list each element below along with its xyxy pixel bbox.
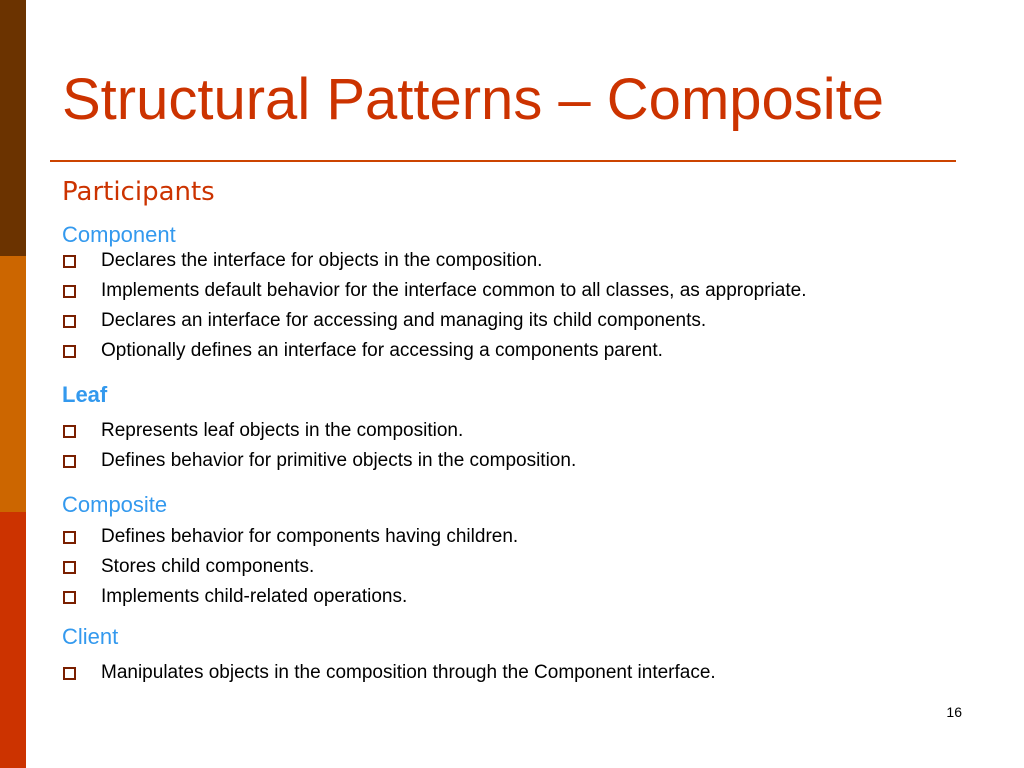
section-heading-component: Component [62,222,176,247]
bullet-text: Declares an interface for accessing and managing its child components. [101,310,707,331]
slide-subtitle: Participants [62,177,215,207]
list-item [62,308,706,334]
bullet-text: Manipulates objects in the composition through the Component interface. [101,662,716,683]
list-item [62,554,314,580]
square-bullet-icon [63,667,76,680]
section-heading-leaf: Leaf [62,382,108,407]
bullet-text: Stores child components. [101,556,315,577]
square-bullet-icon [63,531,76,544]
square-bullet-icon [63,315,76,328]
list-item [62,418,463,444]
title-underline [50,160,956,162]
bullet-text: Optionally defines an interface for accessing a components parent. [101,340,663,361]
bullet-text: Defines behavior for primitive objects in the composition. [101,450,577,471]
bullet-text: Implements child-related operations. [101,586,408,607]
square-bullet-icon [63,561,76,574]
list-item [62,448,576,474]
square-bullet-icon [63,255,76,268]
bullet-text: Implements default behavior for the interface common to all classes, as appropriate. [101,280,807,301]
bullet-text: Defines behavior for components having children. [101,526,519,547]
bullet-text: Declares the interface for objects in the composition. [101,250,543,271]
square-bullet-icon [63,455,76,468]
list-item [62,524,518,550]
section-heading-client: Client [62,624,119,649]
sidebar-segment-top [0,0,26,256]
slide-title: Structural Patterns – Composite [62,67,885,132]
sidebar-decoration [0,0,26,768]
bullet-text: Represents leaf objects in the composition. [101,420,464,441]
square-bullet-icon [63,285,76,298]
list-item [62,278,806,304]
square-bullet-icon [63,591,76,604]
list-item [62,584,407,610]
list-item [62,660,716,686]
list-item [62,338,663,364]
sidebar-segment-bottom [0,512,26,768]
page-number: 16 [946,704,962,720]
square-bullet-icon [63,345,76,358]
square-bullet-icon [63,425,76,438]
section-heading-composite: Composite [62,492,168,517]
list-item [62,248,542,274]
sidebar-segment-middle [0,256,26,512]
